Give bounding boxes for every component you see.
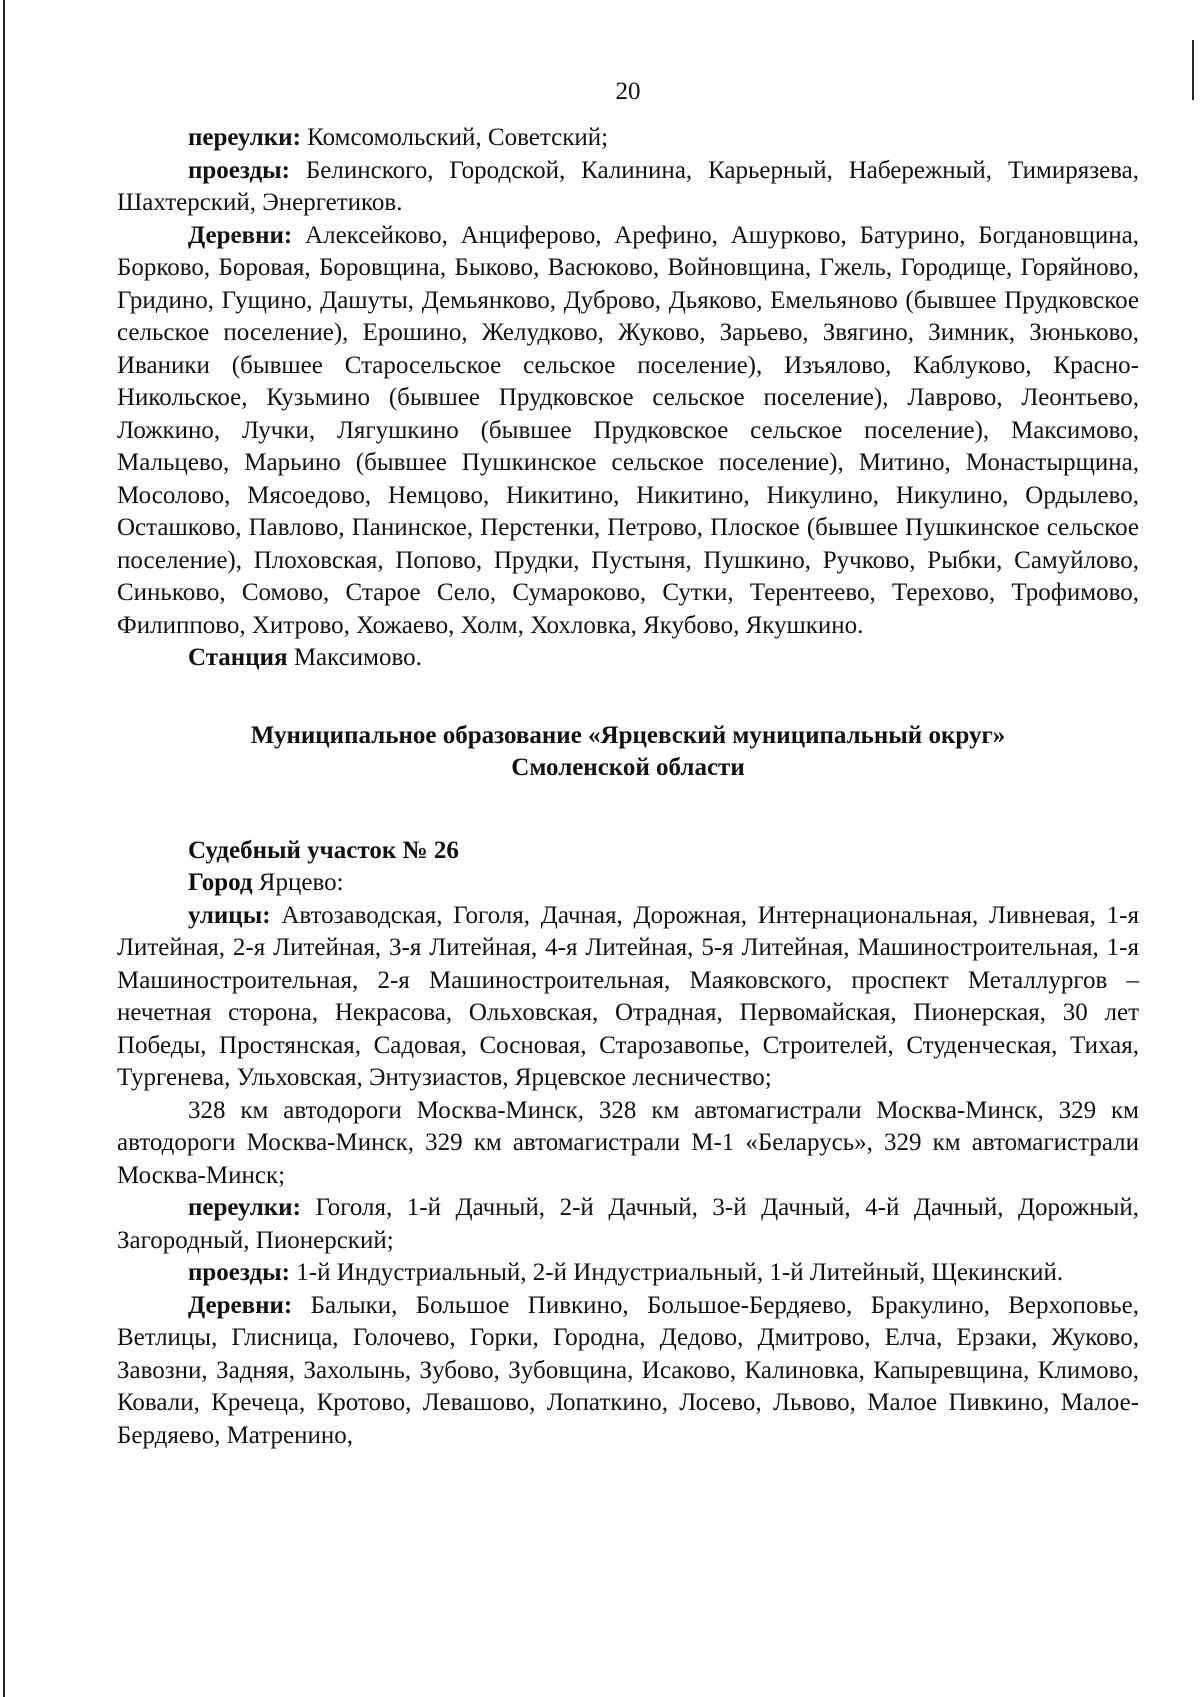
villages2-text: Балыки, Большое Пивкино, Большое-Бердяево, Бракулино, Верхоповье, Ветлицы, Глисница, Голочево, Горки, Городна, Дедово, Дмитрово, Елча, Ерзаки, Жуково, Завозни, Задняя, Захолынь, Зубово, Зубовщина, Исаково, Калиновка, Капыревщина, Климово, Ковали, Кречеца, Кротово, Левашово, Лопаткино, Лосево, Львово, Малое Пивкино, Малое-Бердяево, Матренино, <box>117 1291 1139 1449</box>
villages-text: Алексейково, Анциферово, Арефино, Ашурково, Батурино, Богдановщина, Борково, Боровая, Боровщина, Быково, Васюково, Войновщина, Гжель, Городище, Горяйново, Гридино, Гущино, Дашуты, Демьянково, Дуброво, Дьяково, Емельяново (бывшее Прудковское сельское поселение), Ерошино, Желудково, Жуково, Зарьево, Звягино, Зимник, Зюньково, Иваники (бывшее Старосельское сельское поселение), Изъялово, Каблуково, Красно-Никольское, Кузьмино (бывшее Прудковское сельское поселение), Лаврово, Леонтьево, Ложкино, Лучки, Лягушкино (бывшее Прудковское сельское поселение), Максимово, Мальцево, Марьино (бывшее Пушкинское сельское поселение), Митино, Монастырщина, Мосолово, Мясоедово, Немцово, Никитино, Никитино, Никулино, Никулино, Ордылево, Осташково, Павлово, Панинское, Перстенки, Петрово, Плоское (бывшее Пушкинское сельское поселение), Плоховская, Попово, Прудки, Пустыня, Пушкино, Ручково, Рыбки, Самуйлово, Синьково, Сомово, Старое Село, Сумароково, Сутки, Терентеево, Терехово, Трофимово, Филиппово, Хитрово, Хожаево, Холм, Хохловка, Якубово, Якушкино. <box>117 221 1139 639</box>
city-paragraph <box>117 867 1139 900</box>
court-district-title <box>117 835 1139 868</box>
lanes-paragraph <box>117 122 1139 155</box>
passages-text: Белинского, Городской, Калинина, Карьерный, Набережный, Тимирязева, Шахтерский, Энергетиков. <box>117 156 1139 216</box>
passages-paragraph <box>117 155 1139 220</box>
station-paragraph <box>117 642 1139 675</box>
streets-paragraph <box>117 900 1139 1095</box>
municipality-heading-line2: Смоленской области <box>511 754 745 781</box>
passages2-text: 1-й Индустриальный, 2-й Индустриальный, 1-й Литейный, Щекинский. <box>290 1259 1064 1286</box>
court-district-label: Судебный участок № 26 <box>188 836 459 864</box>
municipality-heading <box>117 720 1139 785</box>
scan-edge-right <box>1192 40 1194 100</box>
streets-text: Автозаводская, Гоголя, Дачная, Дорожная, Интернациональная, Ливневая, 1-я Литейная, 2-я Литейная, 3-я Литейная, 4-я Литейная, 5-я Литейная, Машиностроительная, 1-я Машиностроительная, 2-я Машиностроительная, Маяковского, проспект Металлургов – нечетная сторона, Некрасова, Ольховская, Отрадная, Первомайская, Пионерская, 30 лет Победы, Простянская, Садовая, Сосновая, Старозавопье, Строителей, Студенческая, Тихая, Тургенева, Ульховская, Энтузиастов, Ярцевское лесничество; <box>117 901 1139 1091</box>
municipality-heading-line1: Муниципальное образование «Ярцевский муниципальный округ» <box>250 721 1006 749</box>
passages-label: проезды: <box>188 156 290 184</box>
document-page <box>117 0 1139 1452</box>
passages2-label: проезды: <box>188 1259 290 1286</box>
station-label: Станция <box>188 644 288 671</box>
villages-label: Деревни: <box>188 221 293 249</box>
scan-edge-left <box>3 0 5 1697</box>
city-text: Ярцево: <box>252 869 344 896</box>
lanes-text: Комсомольский, Советский; <box>300 124 609 151</box>
villages-paragraph <box>117 220 1139 643</box>
villages2-paragraph <box>117 1290 1139 1453</box>
villages2-label: Деревни: <box>188 1291 293 1319</box>
city-label: Город <box>188 869 253 896</box>
lanes2-paragraph <box>117 1192 1139 1257</box>
page-number: 20 <box>615 78 641 105</box>
highway-paragraph: 328 км автодороги Москва-Минск, 328 км автомагистрали Москва-Минск, 329 км автодороги Москва-Минск, 329 км автомагистрали М-1 «Беларусь», 329 км автомагистрали Москва-Минск; <box>117 1096 1139 1189</box>
passages2-paragraph <box>117 1257 1139 1290</box>
lanes2-label: переулки: <box>188 1194 301 1221</box>
lanes2-text: Гоголя, 1-й Дачный, 2-й Дачный, 3-й Дачный, 4-й Дачный, Дорожный, Загородный, Пионерский; <box>117 1194 1139 1254</box>
station-text: Максимово. <box>287 644 422 671</box>
lanes-label: переулки: <box>188 124 301 151</box>
streets-label: улицы: <box>188 901 271 929</box>
